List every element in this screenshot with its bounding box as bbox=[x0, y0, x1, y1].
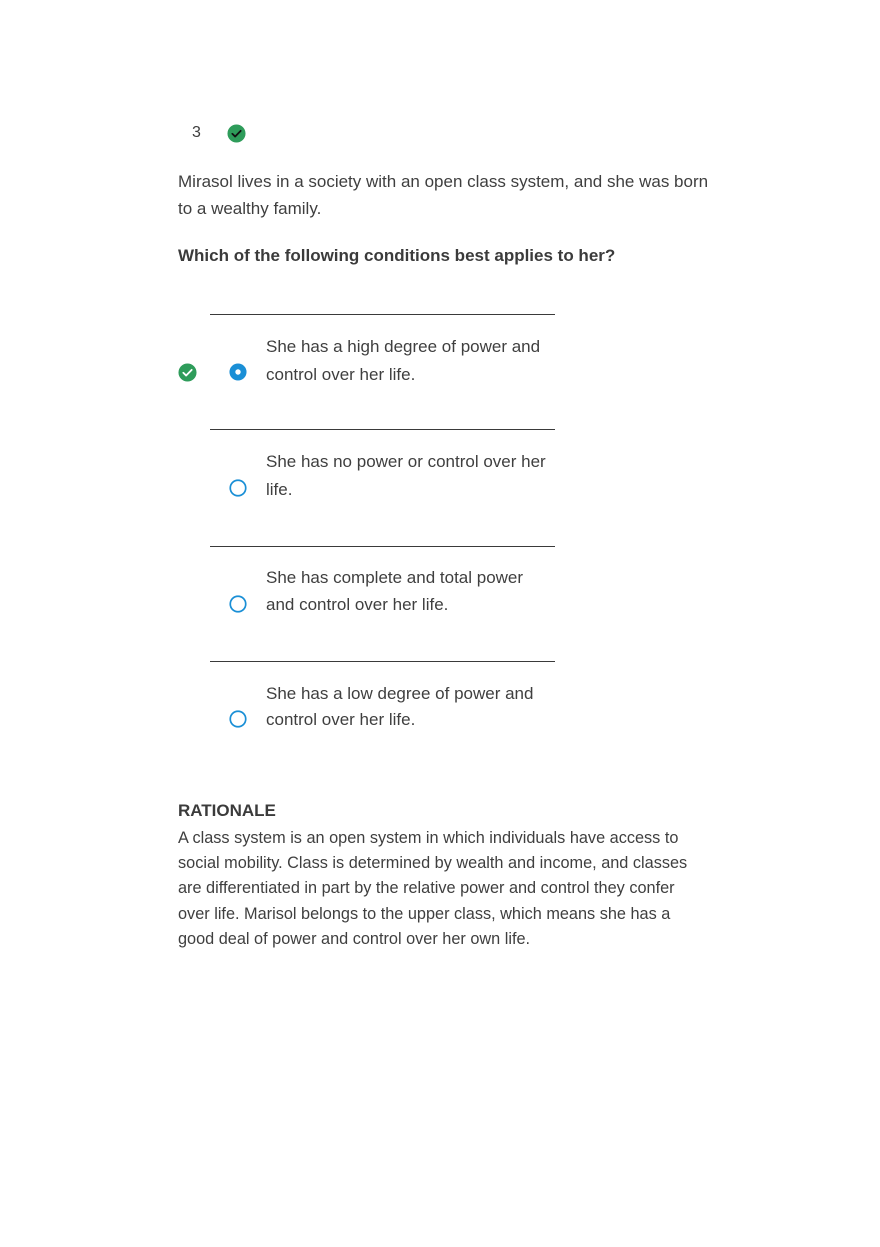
check-circle-icon bbox=[227, 124, 246, 143]
question-stem: Which of the following conditions best applies to her? bbox=[178, 246, 616, 265]
option-4-radio[interactable] bbox=[229, 710, 247, 728]
option-divider bbox=[210, 429, 555, 430]
option-2-text[interactable]: She has no power or control over her life. bbox=[266, 452, 546, 499]
option-4-text[interactable]: She has a low degree of power and control over her life. bbox=[266, 684, 534, 729]
option-divider bbox=[210, 546, 555, 547]
rationale-body: A class system is an open system in which individuals have access to social mobility. Class is determined by wealth and income, and classes are differentiated in part by the relative power and control they confer over life. Marisol belongs to the upper class, which means she has a good deal of power and control over her own life. bbox=[178, 829, 688, 948]
rationale-title: RATIONALE bbox=[178, 801, 276, 820]
option-3-text[interactable]: She has complete and total power and control over her life. bbox=[266, 568, 524, 614]
option-2-radio[interactable] bbox=[229, 479, 247, 497]
question-prompt: Mirasol lives in a society with an open class system, and she was born to a wealthy family. bbox=[178, 172, 709, 218]
correct-answer-check-icon bbox=[178, 363, 197, 382]
option-1-text[interactable]: She has a high degree of power and control over her life. bbox=[266, 337, 541, 384]
option-3-radio[interactable] bbox=[229, 595, 247, 613]
question-number: 3 bbox=[192, 124, 201, 141]
option-1-radio[interactable] bbox=[229, 363, 247, 381]
option-divider bbox=[210, 314, 555, 315]
option-divider bbox=[210, 661, 555, 662]
